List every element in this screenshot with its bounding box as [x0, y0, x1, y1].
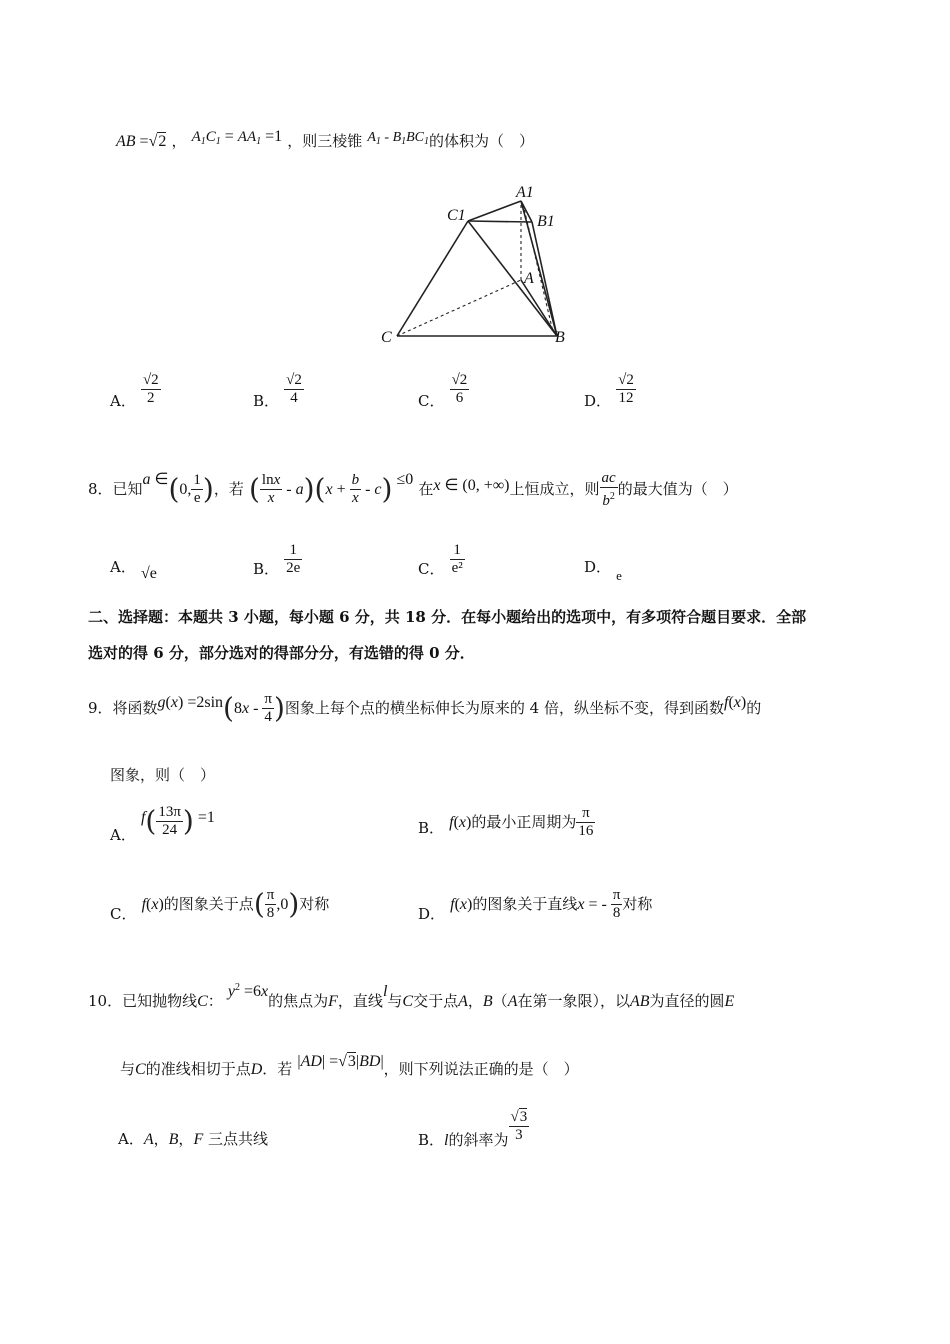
q7-math-aa1: $AA_1$ [237, 129, 262, 147]
section2-line1: 二、选择题：本题共 3 小题，每小题 6 分，共 18 分．在每小题给出的选项中，有多项符合题目要求．全部 [88, 608, 807, 626]
label-a1: A1 [516, 184, 534, 201]
q8-option-b[interactable]: B． $\frac{1}{2e}$ [253, 542, 301, 578]
q10-option-a[interactable]: A．A，B，F 三点共线 [118, 1130, 269, 1148]
q7-option-b[interactable]: B． $\frac{√2}{4}$ [253, 372, 302, 410]
q10-stem: 10．已知抛物线C： $y^2 =6x$的焦点为F，直线l与C交于点A，B（A在第一象限），以AB为直径的圆E [88, 982, 735, 1010]
q7-tail-text: 的体积为（ ） [429, 132, 535, 150]
section2-line2: 选对的得 6 分，部分选对的得部分分，有选错的得 0 分． [88, 644, 475, 662]
edge-c1-a1 [468, 201, 521, 221]
q9-line2: 图象，则（ ） [110, 766, 216, 784]
q9-option-d[interactable]: D． f(x)的图象关于直线x = - $\frac{\pi}{8}$ 对称 [418, 887, 653, 923]
q7-pyramid-diagram [375, 180, 575, 350]
edge-c1-b1 [468, 221, 532, 222]
label-a: A [524, 270, 534, 287]
q7-math-sqrt2: √2 [148, 133, 167, 150]
q7-math-ab: AB [116, 133, 136, 150]
q8-stem: 8．已知a ∈(0, $\frac{1}{e}$ )，若 ( $\frac{\ln x}{x}$ - a)(x + $\frac{b}{x}$ - c) ≤0 在x ∈ (0, +∞)上恒成立，则 $\frac{ac}{b^2}$ 的最大值为（ ） [88, 469, 738, 509]
q8-option-a[interactable]: A． √e [110, 558, 157, 582]
label-c1: C1 [447, 207, 466, 224]
q7-option-d[interactable]: D． $\frac{√2}{12}$ [584, 372, 634, 410]
q8-option-d[interactable]: D． $_e$ [584, 558, 622, 583]
q7-cond-text: ，则三棱锥 [287, 132, 363, 150]
q8-option-c[interactable]: C． $\frac{1}{\text{e²}}$ [418, 542, 463, 578]
label-c: C [381, 329, 392, 346]
q7-math-pyramid: $A_1 - B_1BC_1$ [367, 130, 430, 147]
q9-stem: 9．将函数g(x) =2sin(8x - $\frac{\pi}{4}$ )图象上每个点的横坐标伸长为原来的 4 倍，纵坐标不变，得到函数f(x)的 [88, 691, 762, 725]
edge-c-a-dashed [397, 280, 521, 336]
q7-math-ac1: $A_1C_1$ [191, 129, 221, 147]
q10-line2: 与C的准线相切于点D．若 |AD| =√3|BD|，则下列说法正确的是（ ） [120, 1053, 579, 1078]
q10-option-b[interactable]: B．l的斜率为 $\frac{√3}{3}$ [418, 1109, 528, 1149]
q9-option-b[interactable]: B． f(x)的最小正周期为 $\frac{\pi}{16}$ [418, 805, 594, 839]
label-b1: B1 [537, 213, 555, 230]
q7-option-a[interactable]: A． $\frac{√2}{2}$ [110, 372, 159, 410]
label-b: B [555, 329, 565, 346]
q7-option-c[interactable]: C． $\frac{√2}{6}$ [418, 372, 468, 410]
edge-c-c1 [397, 221, 468, 336]
q9-option-a[interactable]: A． f( $\frac{13\pi}{24}$ ) =1 [110, 804, 215, 844]
q9-option-c[interactable]: C． f(x)的图象关于点( $\frac{\pi}{8}$ ,0)对称 [110, 887, 330, 923]
q7-condition-line: AB =√2 ， $A_1C_1 = AA_1 =1$ ，则三棱锥 $A_1 - B_1BC_1$的体积为（ ） [116, 128, 535, 150]
